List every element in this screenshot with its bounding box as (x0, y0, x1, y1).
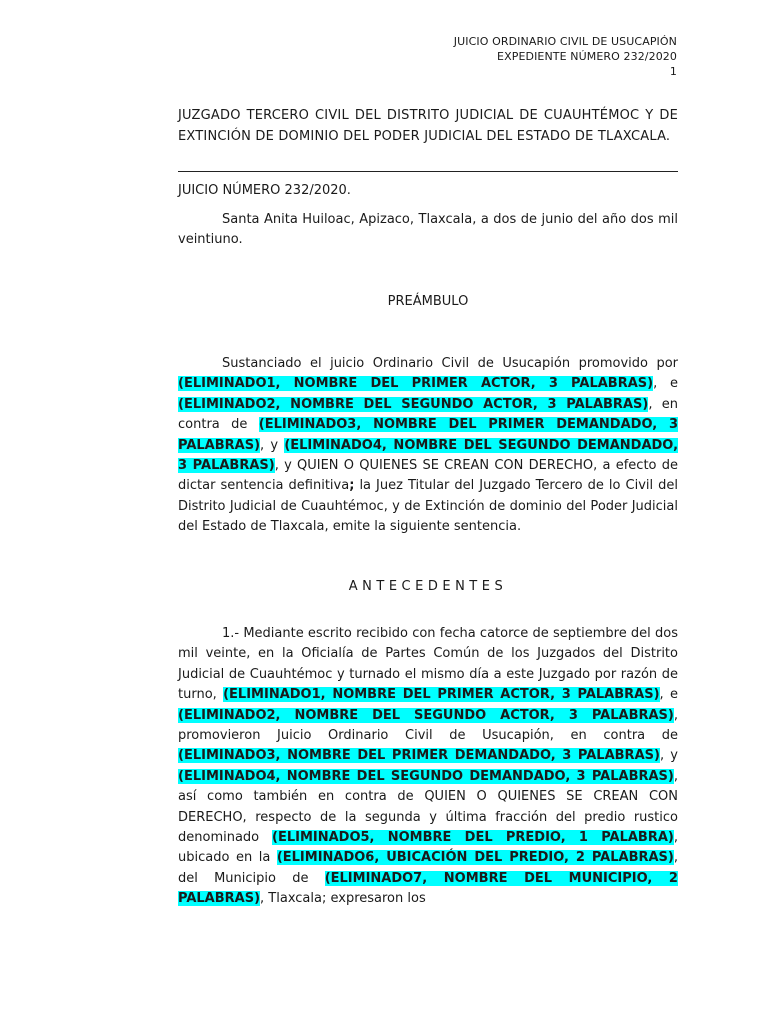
redacted-property-name: (ELIMINADO5, NOMBRE DEL PREDIO, 1 PALABRA) (272, 830, 674, 846)
antecedentes-heading: ANTECEDENTES (348, 579, 508, 594)
text-run: , y (260, 437, 285, 453)
court-name: JUZGADO TERCERO CIVIL DEL DISTRITO JUDICIAL DE CUAUHTÉMOC Y DE EXTINCIÓN DE DOMINIO DEL PODER JUDICIAL DEL ESTADO DE TLAXCALA. (178, 108, 678, 144)
text-run: , promovieron Juicio Ordinario Civil de Usucapión, en contra de (178, 707, 678, 744)
redacted-first-plaintiff: (ELIMINADO1, NOMBRE DEL PRIMER ACTOR, 3 PALABRAS) (223, 687, 660, 703)
text-run: , y (659, 748, 678, 764)
place-date: Santa Anita Huiloac, Apizaco, Tlaxcala, a dos de junio del año dos mil veintiuno. (178, 212, 678, 248)
text-run: , e (659, 687, 678, 703)
redacted-first-defendant: (ELIMINADO3, NOMBRE DEL PRIMER DEMANDADO, 3 PALABRAS) (178, 748, 660, 764)
antecedente-1-paragraph (178, 624, 678, 910)
redacted-property-location: (ELIMINADO6, UBICACIÓN DEL PREDIO, 2 PALABRAS) (276, 850, 674, 866)
text-run: , Tlaxcala; expresaron los (260, 891, 426, 907)
text-run: , del Municipio de (178, 850, 678, 886)
text-run: , e (653, 376, 678, 392)
header-divider (178, 171, 678, 172)
redacted-second-plaintiff: (ELIMINADO2, NOMBRE DEL SEGUNDO ACTOR, 3 PALABRAS) (178, 707, 674, 723)
redacted-municipality: (ELIMINADO7, NOMBRE DEL MUNICIPIO, 2 PALABRAS) (178, 870, 678, 907)
redacted-first-plaintiff: (ELIMINADO1, NOMBRE DEL PRIMER ACTOR, 3 PALABRAS) (178, 376, 654, 392)
text-run: , ubicado en la (178, 830, 678, 866)
preambulo-paragraph (178, 354, 678, 538)
redacted-first-defendant: (ELIMINADO3, NOMBRE DEL PRIMER DEMANDADO, 3 PALABRAS) (178, 417, 678, 453)
text-run: , en contra de (178, 396, 678, 433)
text-run: , y QUIEN O QUIENES SE CREAN CON DERECHO, a efecto de dictar sentencia definitiva (178, 458, 678, 494)
text-run: 1.- Mediante escrito recibido con fecha catorce de septiembre del dos mil veinte, en la Oficialía de Partes Común de los Juzgados del Distrito Judicial de Cuauhtémoc y turnado el mismo día a este Juzgado por razón de turno, (178, 626, 678, 703)
preambulo-heading: PREÁMBULO (387, 294, 469, 309)
redacted-second-defendant: (ELIMINADO4, NOMBRE DEL SEGUNDO DEMANDADO, 3 PALABRAS) (178, 437, 679, 474)
text-run: Sustanciado el juicio Ordinario Civil de Usucapión promovido por (222, 356, 678, 371)
text-run: la Juez Titular del Juzgado Tercero de lo Civil del Distrito Judicial de Cuauhtémoc, y de Extinción de dominio del Poder Judicial del Estado de Tlaxcala, emite la siguiente sentencia. (178, 478, 679, 535)
redacted-second-plaintiff: (ELIMINADO2, NOMBRE DEL SEGUNDO ACTOR, 3 PALABRAS) (178, 396, 649, 412)
bold-semicolon: ; (349, 478, 355, 494)
case-number: JUICIO NÚMERO 232/2020. (178, 183, 351, 198)
page-number: 1 (669, 65, 677, 78)
text-run: , así como también en contra de QUIEN O QUIENES SE CREAN CON DERECHO, respecto de la segunda y última fracción del predio rustico denominado (178, 768, 678, 846)
header-case-type: JUICIO ORDINARIO CIVIL DE USUCAPIÓN (453, 35, 677, 48)
running-header (454, 34, 677, 79)
header-case-number: EXPEDIENTE NÚMERO 232/2020 (497, 50, 677, 63)
redacted-second-defendant: (ELIMINADO4, NOMBRE DEL SEGUNDO DEMANDADO, 3 PALABRAS) (178, 768, 674, 784)
